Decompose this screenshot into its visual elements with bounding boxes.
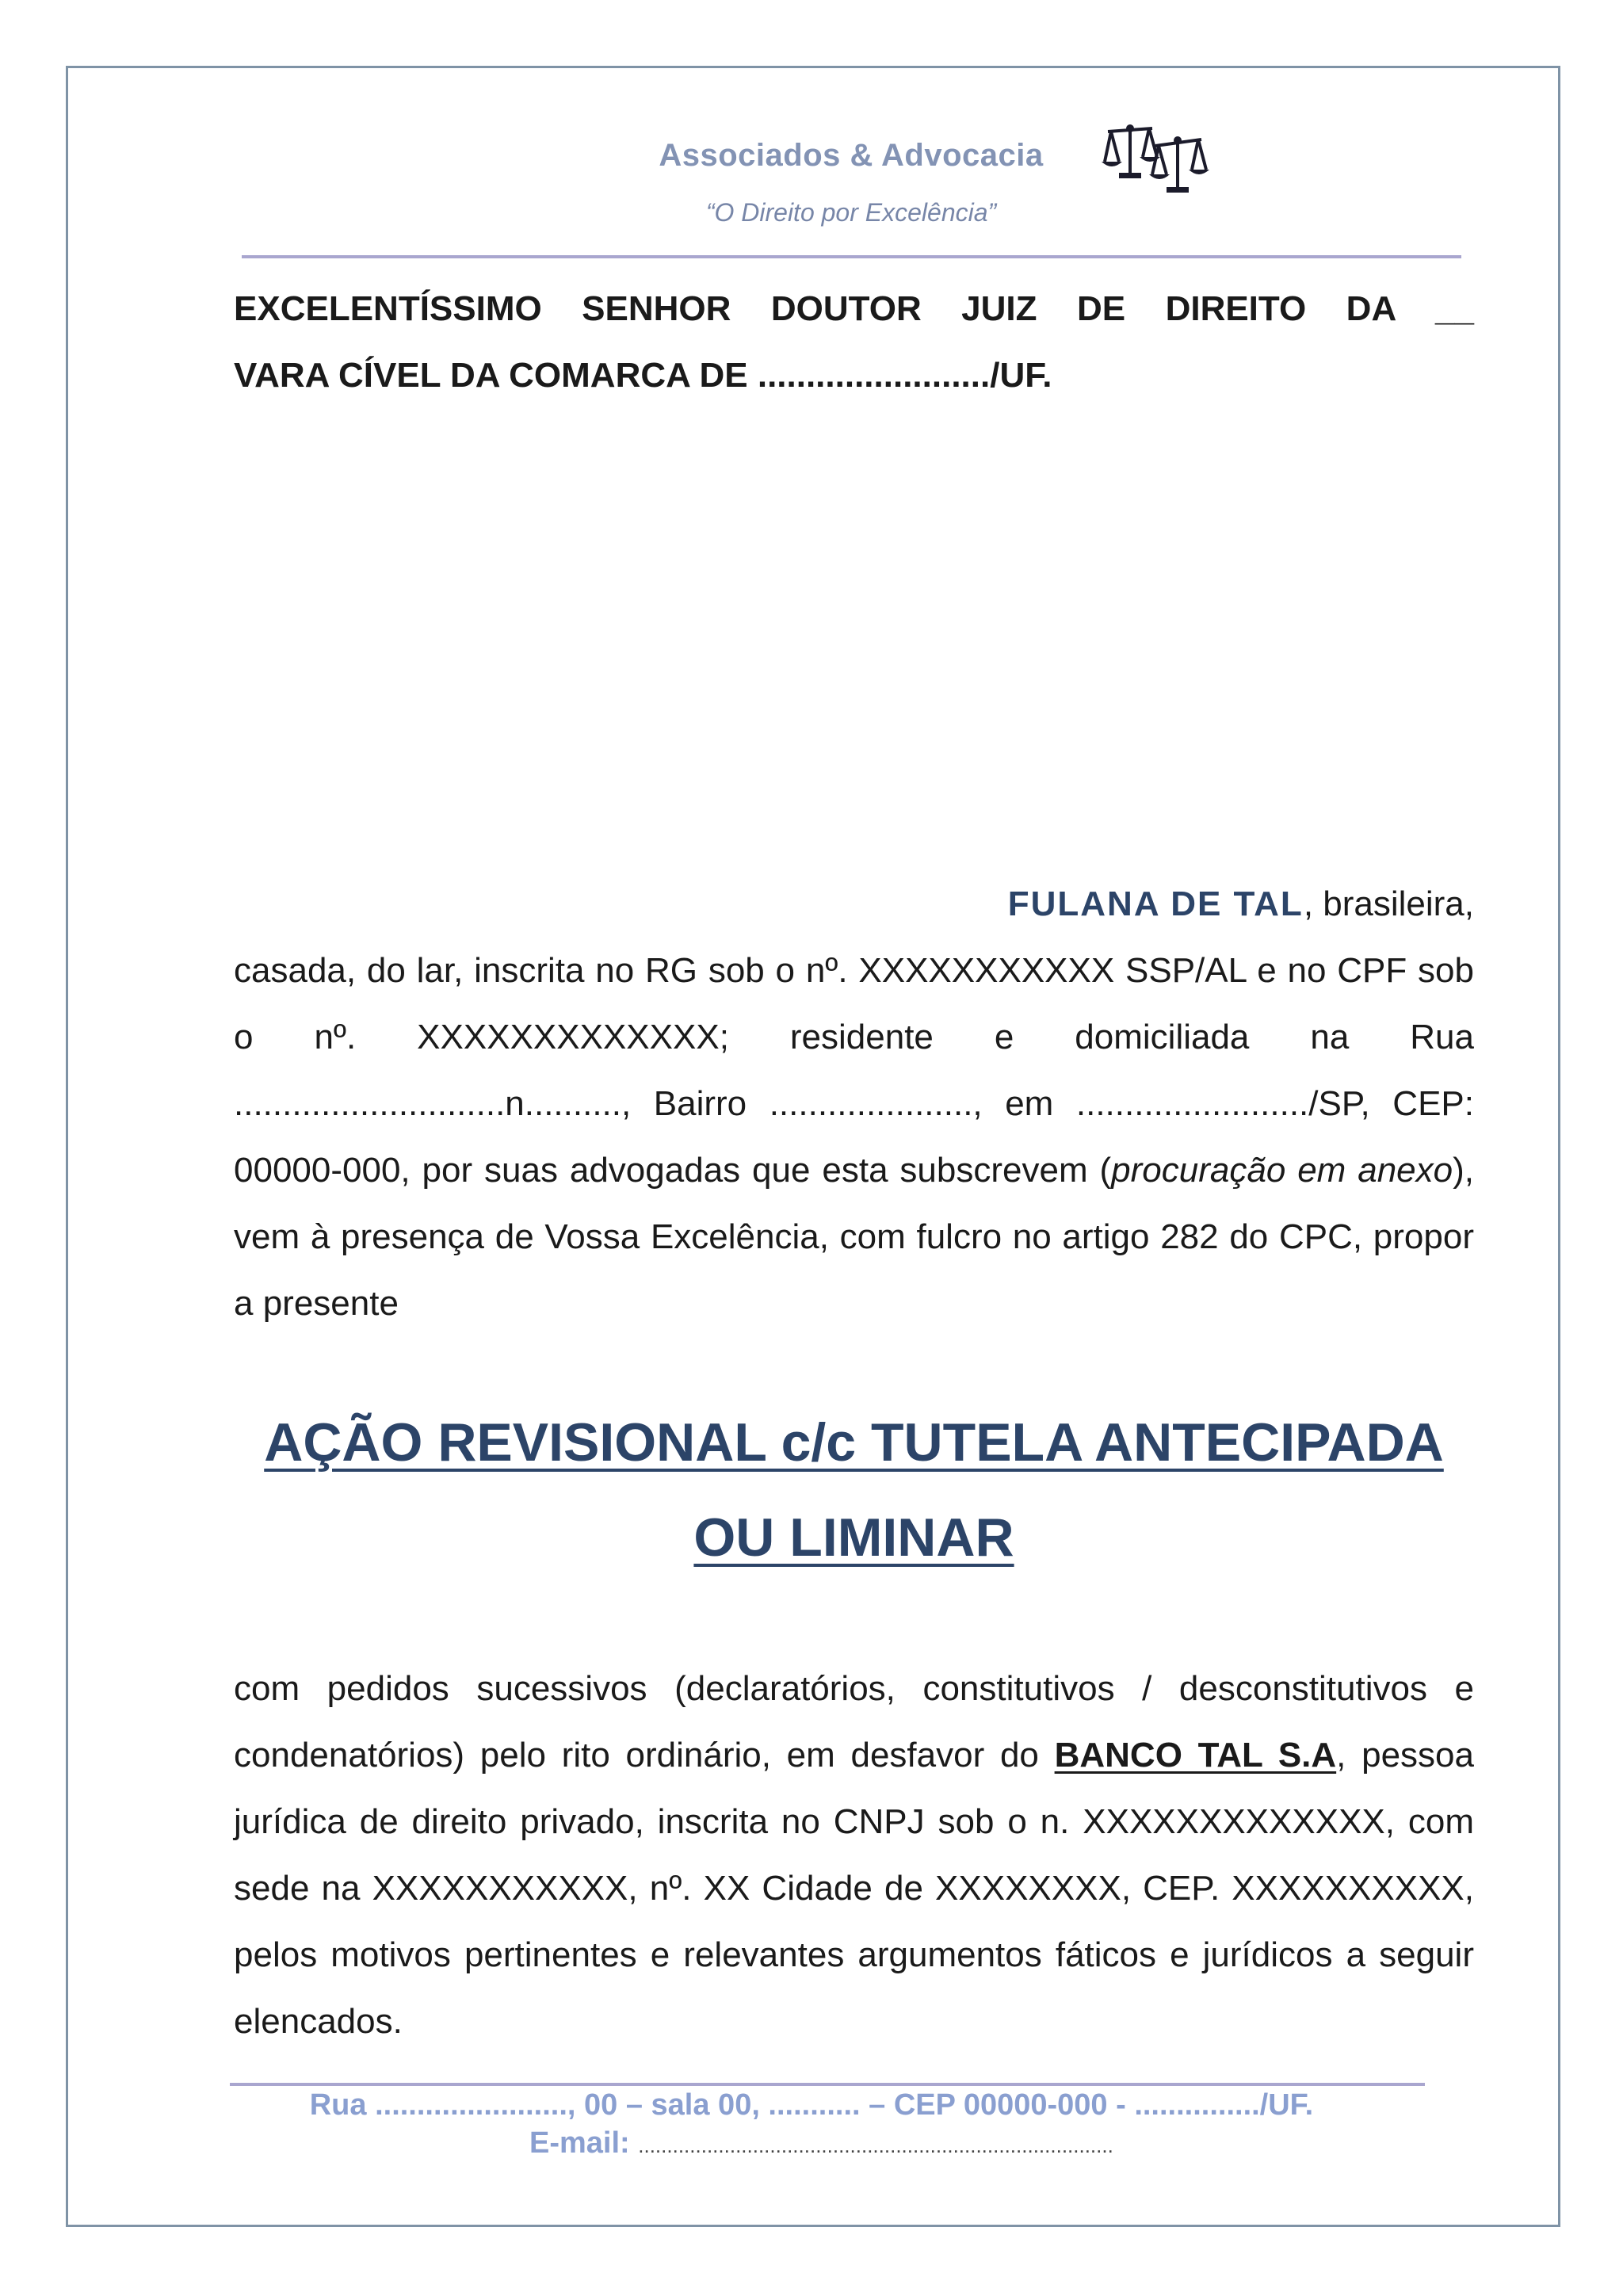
party-text-a: casada, do lar, inscrita no RG sob o nº. XXXXXXXXXXX SSP/AL e no CPF sob o nº. XXXXXXXXXXXXX; residente e domiciliada na Rua ............................n.........., Bairro ....................., em ......................../SP, CEP: 00000-000, por suas advogadas que esta subscrevem ( <box>234 951 1474 1190</box>
body-text-b: , pessoa jurídica de direito privado, inscrita no CNPJ sob o n. XXXXXXXXXXXXX, com sede na XXXXXXXXXXX, nº. XX Cidade de XXXXXXXX, CEP. XXXXXXXXXX, pelos motivos pertinentes e relevantes argumentos fáticos e jurídicos a seguir elencados. <box>234 1736 1474 2041</box>
addressee-line-1: EXCELENTÍSSIMO SENHOR DOUTOR JUIZ DE DIREITO DA __ <box>234 289 1474 328</box>
party-first-line <box>234 871 1474 938</box>
footer-email <box>529 2126 1113 2160</box>
header-divider <box>242 255 1461 258</box>
footer-email-label: E-mail: <box>529 2126 630 2160</box>
party-name: FULANA DE TAL <box>1007 884 1304 923</box>
footer-email-value: ................................................................................... <box>638 2134 1113 2157</box>
body-text-a: com pedidos sucessivos (declaratórios, constitutivos / desconstitutivos e condenatórios) pelo rito ordinário, em desfavor do <box>234 1669 1474 1775</box>
addressee-line-2: VARA CÍVEL DA COMARCA DE ......................../UF. <box>234 356 1052 395</box>
addressee-block <box>234 276 1474 409</box>
party-qualification <box>234 871 1474 1337</box>
party-text-italic: procuração em anexo <box>1111 1151 1453 1190</box>
party-text-b: ), vem à presença de Vossa Excelência, com fulcro no artigo 282 do CPC, propor a presente <box>234 1151 1474 1323</box>
footer-address: Rua ......................., 00 – sala 00, ........... – CEP 00000-000 - .............../UF. <box>309 2088 1314 2122</box>
firm-motto: “O Direito por Excelência” <box>705 198 997 227</box>
action-title-line-2: OU LIMINAR <box>693 1507 1014 1568</box>
party-after-name: , brasileira, <box>1303 884 1474 923</box>
action-title <box>234 1395 1474 1585</box>
action-body <box>234 1656 1474 2055</box>
footer-divider <box>230 2083 1425 2086</box>
defendant-name: BANCO TAL S.A <box>1054 1736 1337 1775</box>
firm-name: Associados & Advocacia <box>659 138 1044 173</box>
scales-of-justice-icon <box>1100 119 1211 198</box>
action-title-line-1: AÇÃO REVISIONAL c/c TUTELA ANTECIPADA <box>264 1412 1444 1473</box>
